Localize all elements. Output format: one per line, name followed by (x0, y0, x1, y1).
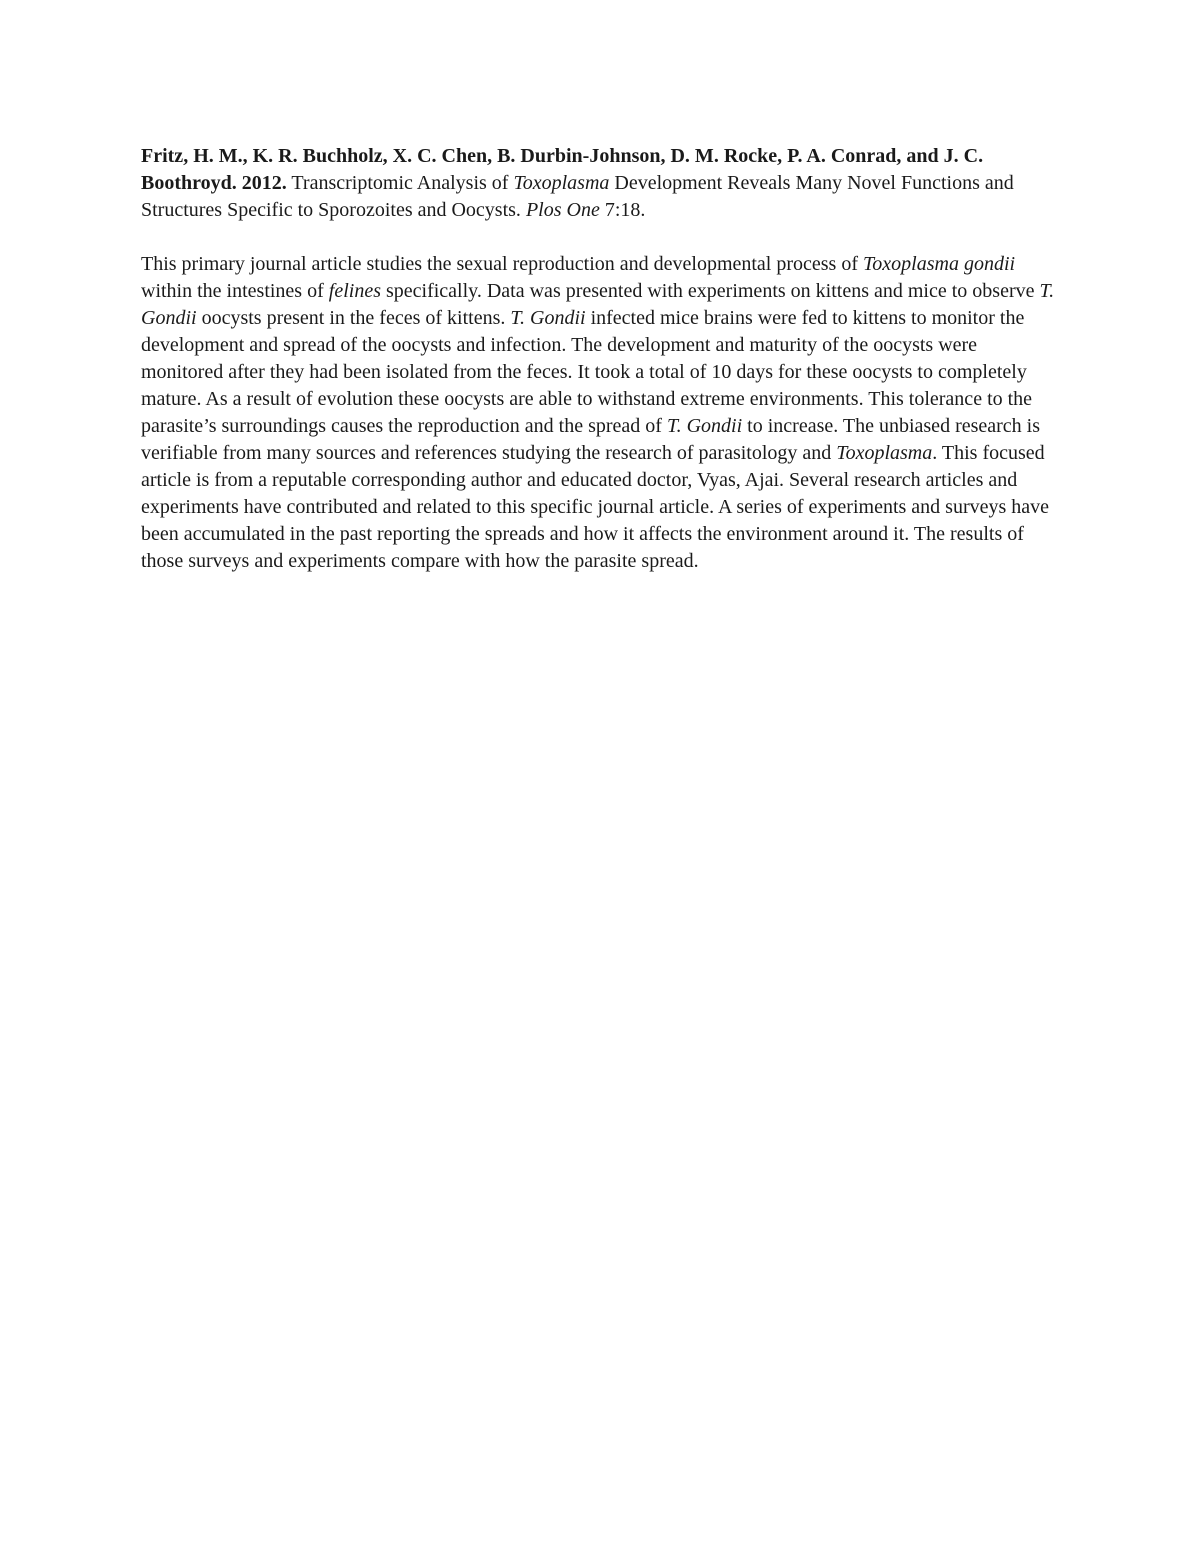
summary-text-11: to increase. The unbiased research is verifiable from many sources and references studying the research of parasitology and (141, 415, 1041, 464)
summary-italic-tgondii-2: T. Gondii (510, 307, 586, 329)
summary-text-9: infected mice brains were fed to kittens to monitor the development and spread of the oocysts and infection. The development and maturity of the oocysts were monitored after they had been isolated from the feces. It took a total of 10 days for these oocysts to completely mature. As a result of evolution these oocysts are able to withstand extreme environments. This tolerance to the parasite’s surroundings causes the reproduction and the spread of (141, 307, 1033, 437)
summary-text-7: oocysts present in the feces of kittens. (201, 307, 506, 329)
citation-authors-year: Fritz, H. M., K. R. Buchholz, X. C. Chen, B. Durbin-Johnson, D. M. Rocke, P. A. Conrad, and J. C. Boothroyd. 2012. (141, 145, 984, 194)
summary-italic-felines: felines (328, 280, 381, 302)
summary-italic-toxoplasma: Toxoplasma (836, 442, 933, 464)
summary-text-3: within the intestines of (141, 280, 324, 302)
summary-paragraph (141, 251, 1061, 575)
citation-journal: Plos One (525, 199, 600, 221)
document-body (141, 143, 1061, 575)
summary-text-5: specifically. Data was presented with experiments on kittens and mice to observe (385, 280, 1035, 302)
summary-text-13: . This focused article is from a reputable corresponding author and educated doctor, Vyas, Ajai. Several research articles and experiments have contributed and related to this specific journal article. A series of experiments and surveys have been accumulated in the past reporting the spreads and how it affects the environment around it. The results of those surveys and experiments compare with how the parasite spread. (141, 442, 1050, 572)
summary-italic-tgondii-1: T. Gondii (141, 280, 1055, 329)
summary-italic-species: Toxoplasma gondii (863, 253, 1016, 275)
summary-text-1: This primary journal article studies the sexual reproduction and developmental process of (141, 253, 859, 275)
citation-title-part1: Transcriptomic Analysis of (291, 172, 509, 194)
citation-title-italic: Toxoplasma (513, 172, 610, 194)
citation-volume-pages: 7:18. (604, 199, 646, 221)
citation-paragraph (141, 143, 1061, 224)
citation-title-part2: Development Reveals Many Novel Functions and Structures Specific to Sporozoites and Oocysts. (141, 172, 1014, 221)
summary-italic-tgondii-3: T. Gondii (666, 415, 743, 437)
